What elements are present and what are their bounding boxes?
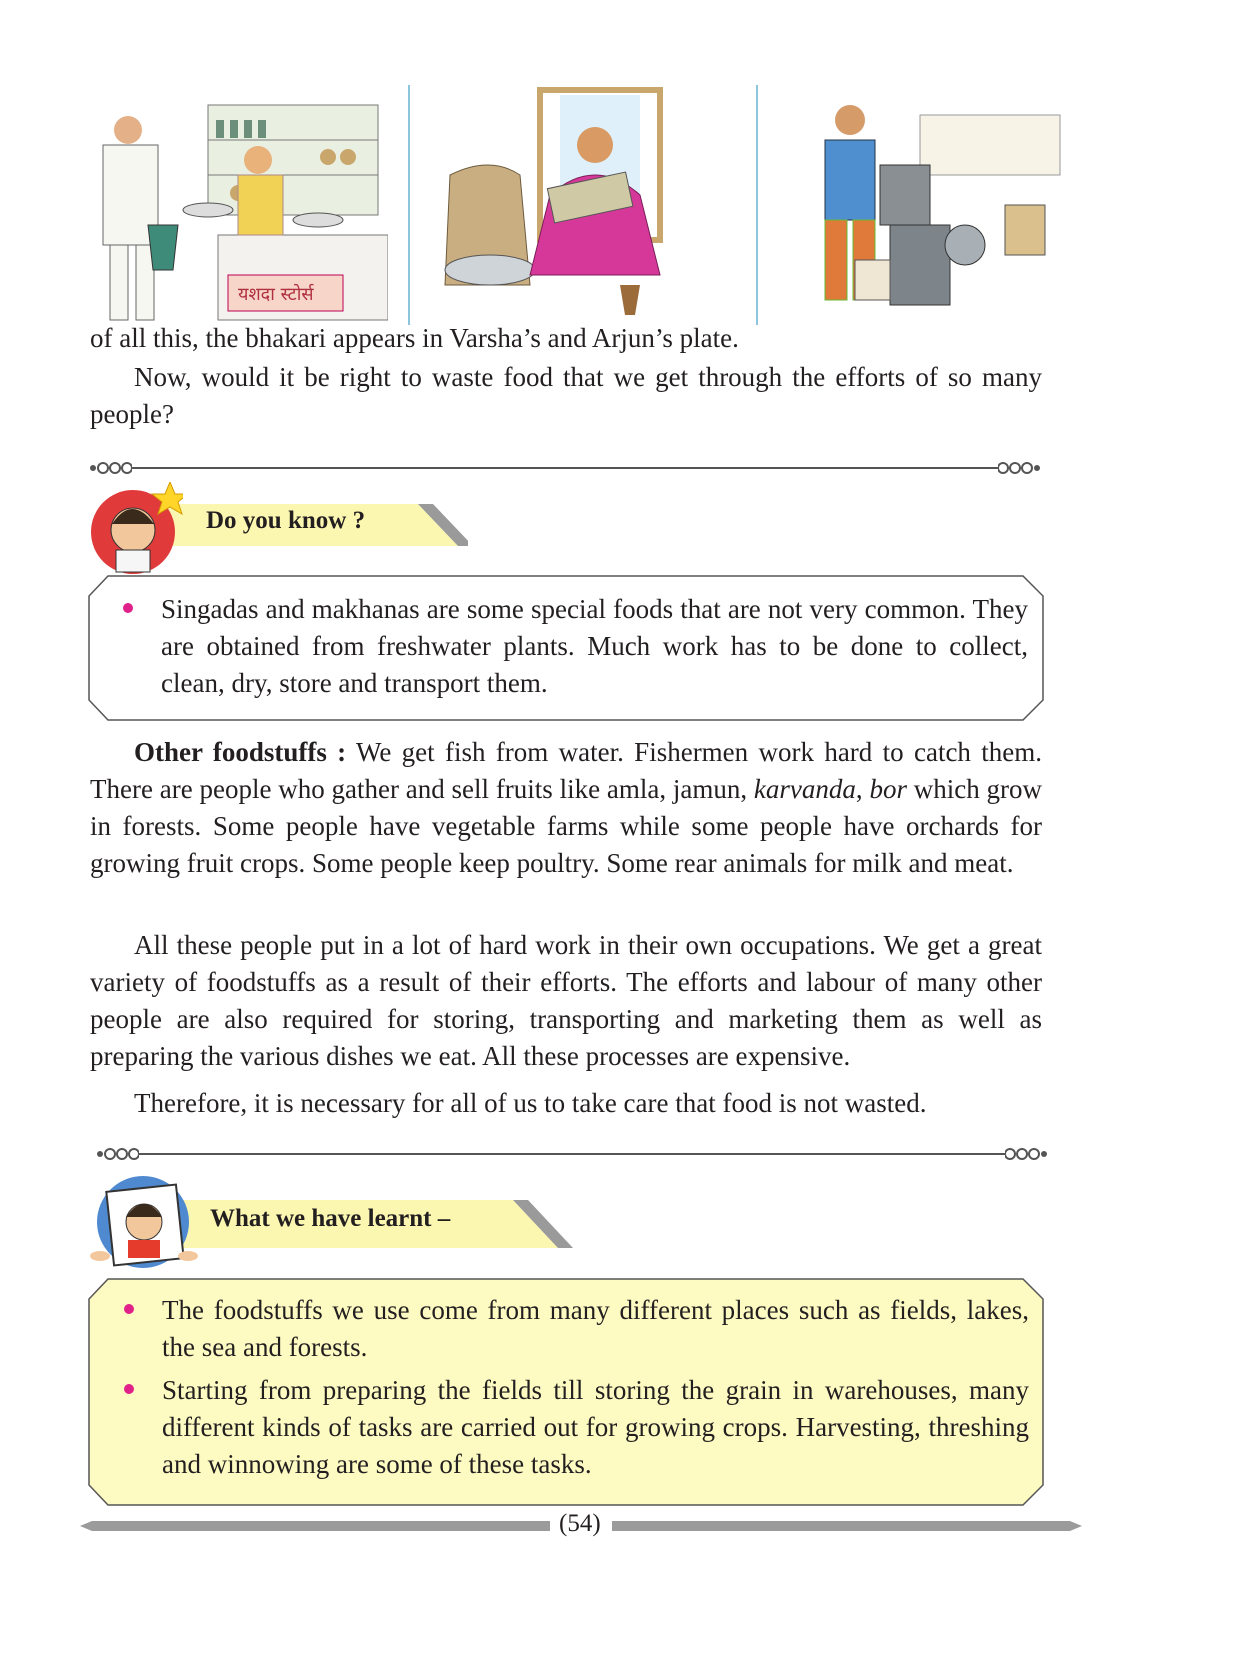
shop-illustration xyxy=(88,85,388,325)
bullet-icon xyxy=(124,1384,134,1394)
boy-photo-frame-icon xyxy=(88,1170,198,1272)
bullet-icon xyxy=(123,603,133,613)
do-you-know-banner xyxy=(88,482,468,574)
shop-sign: यशदा स्टोर्स xyxy=(238,284,314,305)
page-number: (54) xyxy=(559,1510,601,1537)
list-item: Singadas and makhanas are some special foods that are not very common. They are obtained from freshwater plants. Much work has to be done to collect, clean, dry, store and transport them. xyxy=(103,591,1028,702)
do-you-know-list xyxy=(103,591,1028,702)
reflection-paragraph: Now, would it be right to waste food that we get through the efforts of so many people? xyxy=(90,362,1042,429)
hard-work-paragraph: All these people put in a lot of hard work in their own occupations. We get a great variety of foodstuffs as a result of their efforts. The efforts and labour of many other people are also required for storing, transporting and marketing them as well as preparing the various dishes we eat. All these processes are expensive. xyxy=(90,930,1042,1071)
footer-rule-right xyxy=(612,1520,1082,1532)
illustration-divider xyxy=(756,85,758,325)
footer-rule-left xyxy=(80,1520,550,1532)
winnowing-woman-illustration xyxy=(430,85,730,325)
what-we-have-learnt-heading: What we have learnt – xyxy=(210,1205,451,1232)
boy-thinking-icon xyxy=(88,482,183,574)
flour-mill-illustration xyxy=(770,85,1065,325)
continuation-line: of all this, the bhakari appears in Varsha’s and Arjun’s plate. xyxy=(90,323,739,353)
section-rule xyxy=(95,1144,1049,1164)
learnt-list xyxy=(104,1292,1029,1483)
other-foodstuffs-label: Other foodstuffs : xyxy=(134,737,347,767)
list-item: Starting from preparing the fields till storing the grain in warehouses, many different kinds of tasks are carried out for growing crops. Harvesting, threshing and winnowing are some of these tasks. xyxy=(104,1372,1029,1483)
conclusion-paragraph: Therefore, it is necessary for all of us to take care that food is not wasted. xyxy=(134,1088,927,1118)
list-item: The foodstuffs we use come from many different places such as fields, lakes, the sea and forests. xyxy=(104,1292,1029,1366)
bullet-icon xyxy=(124,1304,134,1314)
illustration-divider xyxy=(408,85,410,325)
do-you-know-heading: Do you know ? xyxy=(206,507,366,534)
other-foodstuffs-paragraph: Other foodstuffs : We get fish from water. Fishermen work hard to catch them. There are people who gather and sell fruits like amla, jamun, karvanda, bor which grow in forests. Some people have vegetable farms while some people have orchards for growing fruit crops. Some people keep poultry. Some rear animals for milk and meat. xyxy=(90,737,1042,878)
section-rule xyxy=(88,458,1042,478)
what-we-have-learnt-banner xyxy=(88,1170,588,1272)
